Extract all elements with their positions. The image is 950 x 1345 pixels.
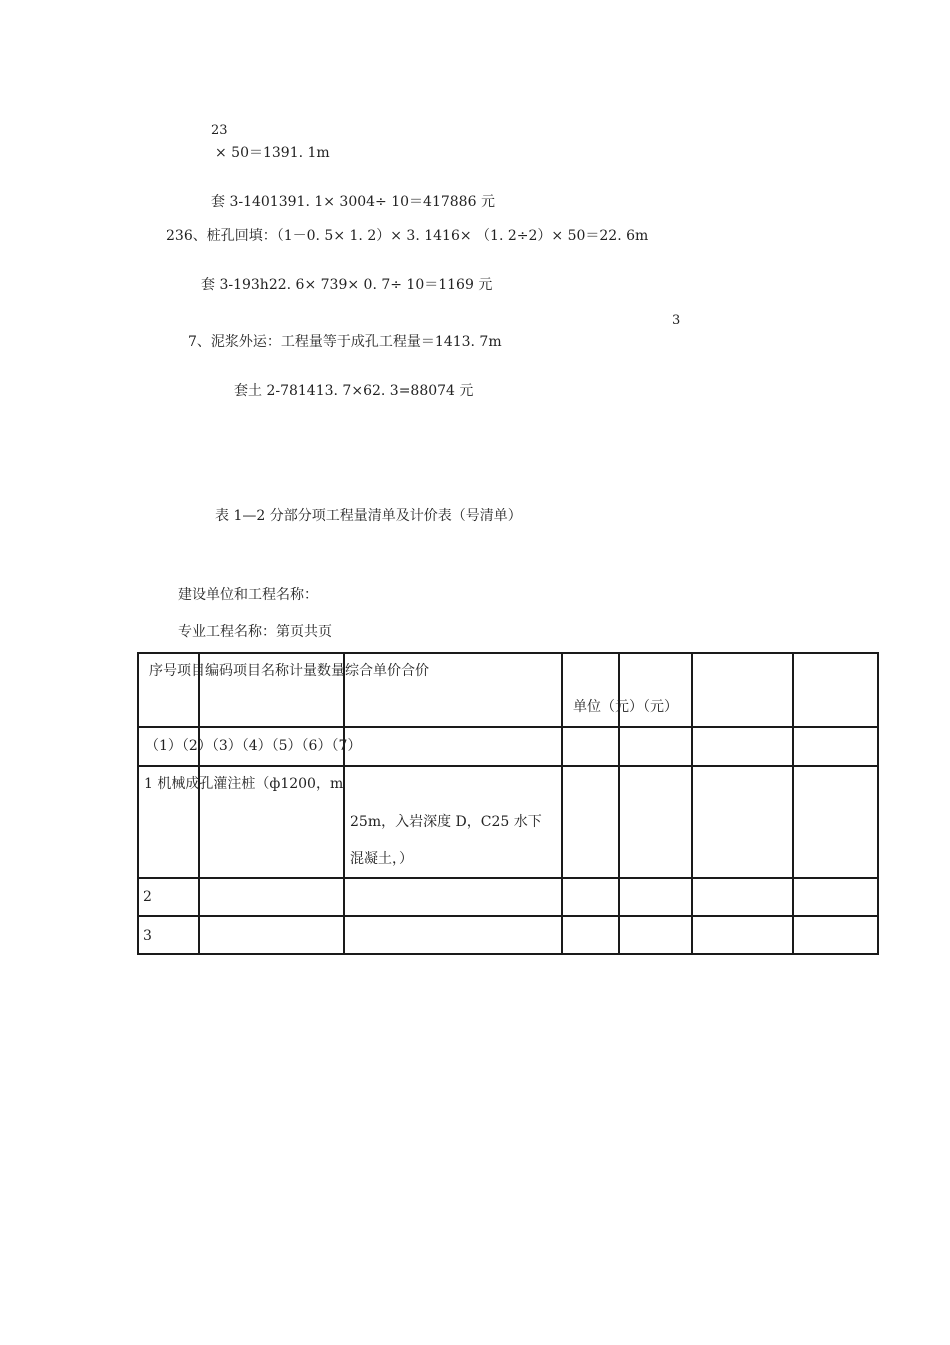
table-column-rule <box>343 652 345 955</box>
table-header-subtext: 单位（元）（元） <box>573 699 678 715</box>
table-rule <box>137 915 879 917</box>
calc-line-3: 236、桩孔回填：（1－0. 5× 1. 2）× 3. 1416× （1. 2÷2）× 50＝22. 6m <box>166 228 649 244</box>
table-border-right <box>877 652 879 955</box>
calc-line-4: 套 3-193h22. 6× 739× 0. 7÷ 10＝1169 元 <box>201 277 493 293</box>
table-rule <box>137 765 879 767</box>
calc-line-1: × 50＝1391. 1m <box>215 145 330 161</box>
superscript-3: 3 <box>672 313 681 328</box>
table-row-3-index: 3 <box>143 928 152 944</box>
calc-line-6: 套土 2-781413. 7×62. 3=88074 元 <box>234 383 474 399</box>
table-rule <box>137 877 879 879</box>
table-column-rule <box>792 652 794 955</box>
table-border-left <box>137 652 139 955</box>
table-border-top <box>137 652 879 654</box>
table-rule <box>137 726 879 728</box>
superscript-23: 23 <box>211 123 228 138</box>
table-title: 表 1—2 分部分项工程量清单及计价表（号清单） <box>215 508 522 524</box>
table-row-1-name: 1 机械成孔灌注桩（ф1200，m <box>144 776 344 792</box>
calc-line-2: 套 3-1401391. 1× 3004÷ 10＝417886 元 <box>211 194 495 210</box>
table-index-row: （1）（2）（3）（4）（5）（6）（7） <box>145 738 362 754</box>
table-row-2-index: 2 <box>143 889 152 905</box>
project-name-label: 专业工程名称：第页共页 <box>178 624 332 640</box>
table-header-text: 序号项目编码项目名称计量数量综合单价合价 <box>149 663 429 679</box>
table-row-1-detail-2: 混凝土，） <box>350 851 413 867</box>
table-border-bottom <box>137 953 879 955</box>
construction-unit-label: 建设单位和工程名称： <box>178 587 318 603</box>
table-column-rule <box>561 652 563 955</box>
calc-line-5: 7、泥浆外运：工程量等于成孔工程量＝1413. 7m <box>188 334 502 350</box>
table-column-rule <box>691 652 693 955</box>
table-column-rule <box>198 652 200 955</box>
table-row-1-detail: 25m，入岩深度 D，C25 水下 <box>350 814 542 830</box>
